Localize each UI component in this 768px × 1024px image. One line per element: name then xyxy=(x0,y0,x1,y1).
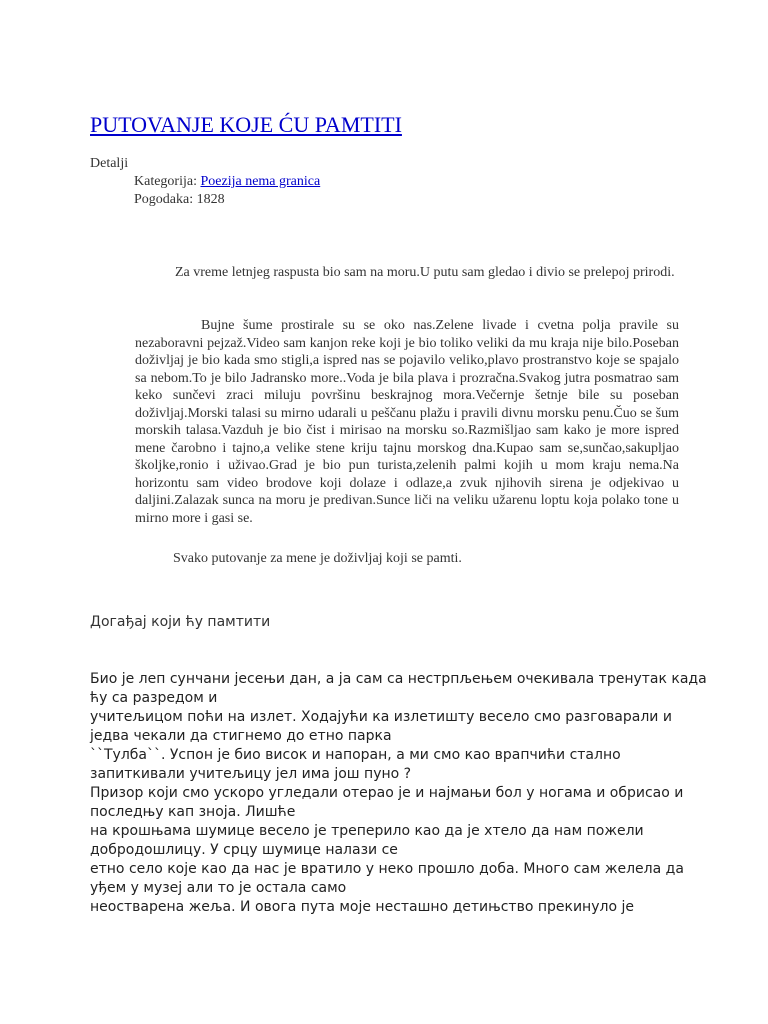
cyrillic-story-title: Догађај који ћу памтити xyxy=(90,614,271,630)
story-paragraph-1 xyxy=(135,264,679,282)
hits-label: Pogodaka: xyxy=(134,192,194,207)
hits-value: 1828 xyxy=(196,192,225,207)
category-row xyxy=(90,173,320,191)
cyrillic-line: ``Тулба``. Успон је био висок и напоран, а ми смо као врапчићи стално запиткивали учитељицу јел има још пуно ? xyxy=(90,747,621,782)
cyrillic-line: на крошњама шумице весело је треперило као да је хтело да нам пожели добродошлицу. У срцу шумице налази се xyxy=(90,823,644,858)
article-details xyxy=(90,155,320,209)
hits-row xyxy=(90,191,320,209)
cyrillic-line: учитељицом поћи на излет. Ходајући ка излетишту весело смо разговарали и једва чекали да стигнемо до етно парка xyxy=(90,709,672,744)
cyrillic-line: етно село које као да нас је вратило у неко прошло доба. Много сам желела да уђем у музеј али то је остала само xyxy=(90,861,684,896)
category-label: Kategorija: xyxy=(134,174,197,189)
details-label: Detalji xyxy=(90,156,129,171)
article-title-link[interactable]: PUTOVANJE KOJE ĆU PAMTITI xyxy=(90,112,402,137)
cyrillic-story-body xyxy=(90,670,710,917)
cyrillic-line: Био је леп сунчани јесењи дан, а ја сам са нестрпљењем очекивала тренутак када ћу са разредом и xyxy=(90,671,707,706)
cyrillic-line: неостварена жеља. И овога пута моје несташно детињство прекинуло је xyxy=(90,899,634,915)
story-paragraph-2 xyxy=(135,317,679,527)
cyrillic-line: Призор који смо ускоро угледали отерао је и најмањи бол у ногама и обрисао и последњу кап зноја. Лишће xyxy=(90,785,684,820)
story-paragraph-3 xyxy=(135,550,679,568)
category-link[interactable]: Poezija nema granica xyxy=(200,174,321,189)
story-paragraph-2-text: Bujne šume prostirale su se oko nas.Zelene livade i cvetna polja pravile su nezaboravni pejzaž.Video sam kanjon reke koji je bio toliko veliki da mu kraja nije bilo.Poseban doživljaj je bio kada smo stigli,a ispred nas se pojavilo veliko,plavo prostranstvo koje se spajalo sa nebom.To je bilo Jadransko more..Voda je bila plava i prozračna.Svakog jutra posmatrao sam keko sunčevi zraci miluju površinu beskrajnog mora.Večernje šetnje bile su poseban doživljaj.Morski talasi su mirno udarali u peščanu plažu i pravili divnu morsku penu.Čuo se šum morskih talasa.Vazduh je bio čist i mirisao na morsku so.Razmišljao sam kako je more ispred mene čarobno i tajno,a velike stene kriju tajnu morskog dna.Kupao sam se,sunčao,sakupljao školjke,ronio i uživao.Grad je bio pun turista,zelenih palmi kojih u mom kraju nema.Na horizontu sam video brodove koji dolaze i odlaze,a zvuk njihovih sirena je odjekivao u daljini.Zalazak sunca na moru je predivan.Sunce liči na veliku užarenu loptu koja polako tone u mirno more i gasi se. xyxy=(135,318,679,526)
story-paragraph-3-text: Svako putovanje za mene je doživljaj koji se pamti. xyxy=(173,551,462,566)
story-paragraph-1-text: Za vreme letnjeg raspusta bio sam na moru.U putu sam gledao i divio se prelepoj prirodi. xyxy=(175,265,675,280)
